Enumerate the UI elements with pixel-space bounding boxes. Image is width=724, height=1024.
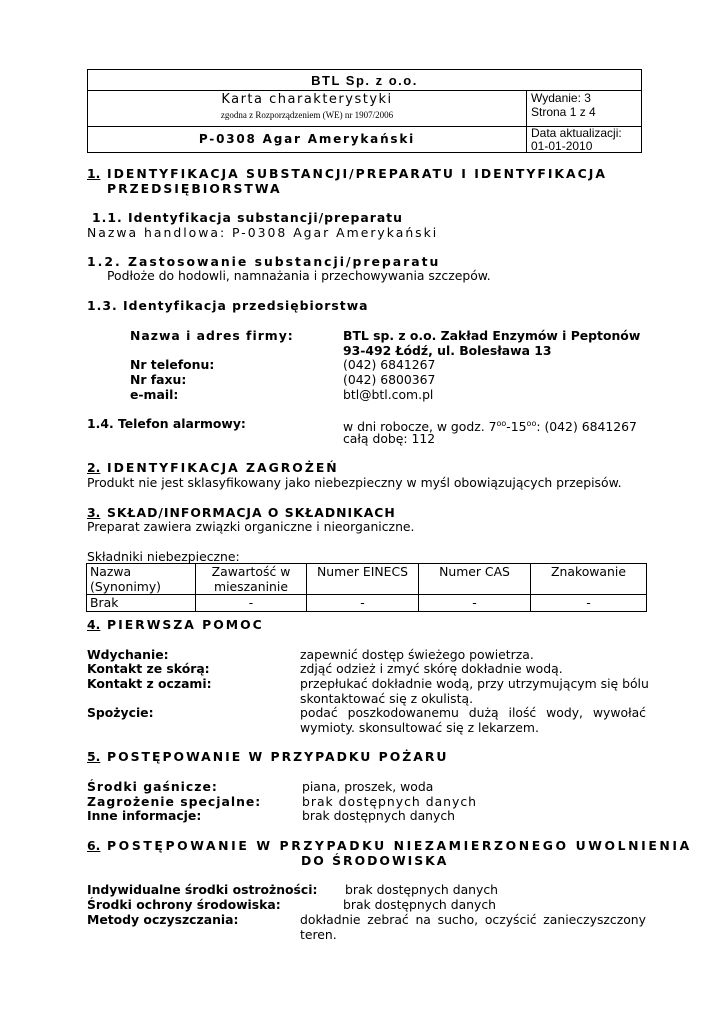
- fax-value: (042) 6800367: [343, 372, 436, 387]
- table-header-cell: Zawartość w mieszaninie: [196, 564, 307, 595]
- phone-label: Nr telefonu:: [130, 357, 215, 372]
- section-3-number: 3.: [87, 505, 101, 520]
- email-label: e-mail:: [130, 387, 179, 402]
- eye-contact-text-line-2: skontaktować się z okulistą.: [300, 691, 474, 706]
- product-name: P-0308 Agar Amerykański: [198, 132, 416, 146]
- hazardous-ingredients-table: [86, 563, 647, 612]
- table-header-cell: Nazwa (Synonimy): [87, 564, 196, 595]
- eye-contact-label: Kontakt z oczami:: [87, 676, 212, 691]
- skin-contact-text: zdjąć odzież i zmyć skórę dokładnie wodą.: [300, 661, 563, 676]
- inhalation-text: zapewnić dostęp świeżego powietrza.: [300, 647, 534, 662]
- page-number: Strona 1 z 4: [531, 105, 596, 119]
- document-title: Karta charakterystyki: [221, 92, 393, 107]
- section-5-title: POSTĘPOWANIE W PRZYPADKU POŻARU: [107, 749, 449, 764]
- special-hazard-label: Zagrożenie specjalne:: [87, 794, 262, 809]
- ingestion-text: podać poszkodowanemu dużą ilość wody, wywołać wymioty. skonsultować się z lekarzem.: [300, 705, 646, 735]
- environmental-precautions-text: brak dostępnych danych: [343, 897, 497, 912]
- inhalation-label: Wdychanie:: [87, 647, 169, 662]
- section-4-title: PIERWSZA POMOC: [107, 617, 264, 632]
- product-use: Podłoże do hodowli, namnażania i przechowywania szczepów.: [107, 268, 491, 283]
- table-caption: Składniki niebezpieczne:: [87, 549, 240, 564]
- section-4-number: 4.: [87, 617, 101, 632]
- cleanup-methods-label: Metody oczyszczania:: [87, 912, 239, 927]
- table-cell: -: [196, 595, 307, 612]
- update-label: Data aktualizacji:: [531, 126, 622, 140]
- section-2-number: 2.: [87, 460, 101, 475]
- regulation-note: zgodna z Rozporządzeniem (WE) nr 1907/2006: [220, 110, 394, 120]
- company-address-line-1: BTL sp. z o.o. Zakład Enzymów i Peptonów: [343, 328, 641, 343]
- subsection-1-3-title: 1.3. Identyfikacja przedsiębiorstwa: [87, 298, 369, 313]
- fax-label: Nr faxu:: [130, 372, 187, 387]
- section-6-title-line-1: POSTĘPOWANIE W PRZYPADKU NIEZAMIERZONEGO UWOLNIENIA: [107, 838, 692, 853]
- trade-name: Nazwa handlowa: P-0308 Agar Amerykański: [87, 225, 439, 240]
- edition-number: Wydanie: 3: [531, 91, 591, 105]
- email-value[interactable]: btl@btl.com.pl: [343, 387, 434, 402]
- section-1-number: 1.: [87, 166, 101, 181]
- extinguishing-media-text: piana, proszek, woda: [302, 779, 434, 794]
- other-info-text: brak dostępnych danych: [302, 808, 456, 823]
- special-hazard-text: brak dostępnych danych: [302, 794, 478, 809]
- company-address-line-2: 93-492 Łódź, ul. Bolesława 13: [343, 343, 552, 358]
- company-label: Nazwa i adres firmy:: [130, 328, 294, 343]
- table-cell: -: [531, 595, 647, 612]
- subsection-1-2-title: 1.2. Zastosowanie substancji/preparatu: [87, 254, 441, 269]
- section-6-number: 6.: [87, 838, 101, 853]
- skin-contact-label: Kontakt ze skórą:: [87, 661, 210, 676]
- section-2-text: Produkt nie jest sklasyfikowany jako niebezpieczny w myśl obowiązujących przepisów.: [87, 475, 622, 490]
- phone-value: (042) 6841267: [343, 357, 436, 372]
- ingestion-label: Spożycie:: [87, 705, 154, 720]
- table-header-cell: Znakowanie: [531, 564, 647, 595]
- section-1-title-line-2: PRZEDSIĘBIORSTWA: [107, 181, 282, 196]
- emergency-phone-line-2: całą dobę: 112: [343, 431, 436, 446]
- subsection-1-1-title: 1.1. Identyfikacja substancji/preparatu: [92, 210, 403, 225]
- table-cell: Brak: [87, 595, 196, 612]
- document-header: [87, 69, 642, 153]
- cleanup-methods-text: dokładnie zebrać na sucho, oczyścić zanieczyszczony teren.: [300, 912, 646, 942]
- table-header-cell: Numer CAS: [419, 564, 531, 595]
- table-cell: -: [307, 595, 419, 612]
- personal-precautions-text: brak dostępnych danych: [345, 882, 499, 897]
- table-cell: -: [419, 595, 531, 612]
- section-5-number: 5.: [87, 749, 101, 764]
- personal-precautions-label: Indywidualne środki ostrożności:: [87, 882, 318, 897]
- extinguishing-media-label: Środki gaśnicze:: [87, 779, 218, 794]
- section-3-text: Preparat zawiera związki organiczne i nieorganiczne.: [87, 519, 415, 534]
- section-6-title-line-2: DO ŚRODOWISKA: [301, 853, 449, 868]
- table-row: [87, 595, 647, 612]
- other-info-label: Inne informacje:: [87, 808, 202, 823]
- table-header-cell: Numer EINECS: [307, 564, 419, 595]
- table-header-row: [87, 564, 647, 595]
- update-date: 01-01-2010: [531, 139, 593, 153]
- eye-contact-text-line-1: przepłukać dokładnie wodą, przy utrzymującym się bólu: [300, 676, 649, 691]
- company-name: BTL Sp. z o.o.: [311, 73, 418, 88]
- section-3-title: SKŁAD/INFORMACJA O SKŁADNIKACH: [107, 505, 396, 520]
- section-2-title: IDENTYFIKACJA ZAGROŻEŃ: [107, 460, 339, 475]
- section-1-title-line-1: IDENTYFIKACJA SUBSTANCJI/PREPARATU I IDENTYFIKACJA: [107, 166, 607, 181]
- subsection-1-4-title: 1.4. Telefon alarmowy:: [87, 416, 246, 431]
- emergency-phone-line-1: w dni robocze, w godz. $7^{oo}-15^{oo}$: (042) 6841267: [343, 419, 637, 435]
- environmental-precautions-label: Środki ochrony środowiska:: [87, 897, 281, 912]
